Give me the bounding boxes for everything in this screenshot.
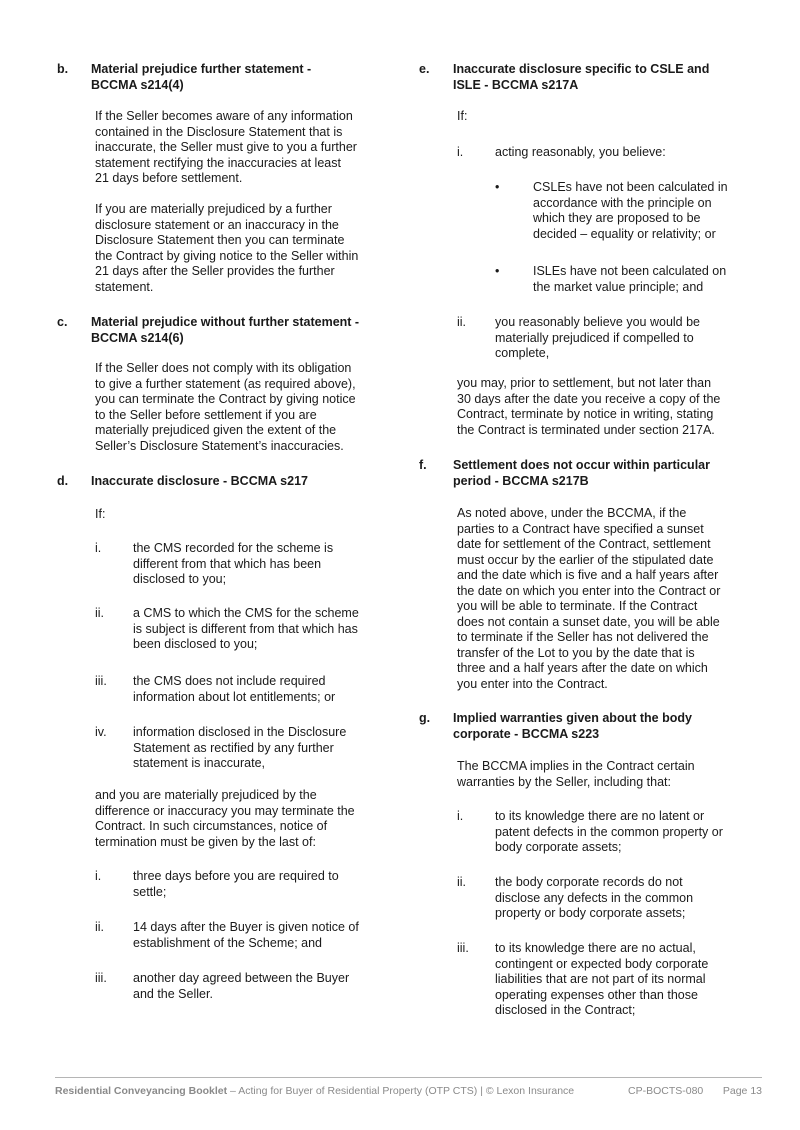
text-line: to terminate if the Seller has not delivered the	[457, 630, 709, 644]
text-line: materially prejudiced given the extent of the	[95, 423, 337, 437]
text-line: statement rectifying the inaccuracies at least	[95, 155, 341, 170]
text-line: If the Seller becomes aware of any information	[95, 109, 353, 123]
text-line: you can terminate the Contract by giving notice	[95, 392, 356, 406]
list-item	[457, 941, 747, 1019]
text-line: As noted above, under the BCCMA, if the	[457, 506, 687, 520]
list-number: ii.	[457, 875, 467, 889]
bullet-icon: •	[495, 264, 500, 278]
section-g-heading	[419, 711, 747, 742]
text-line: must occur by the earlier of the stipulated date	[457, 552, 714, 567]
footer-title-bold: Residential Conveyancing Booklet	[55, 1085, 228, 1097]
text-line: operating expenses other than those	[495, 987, 698, 1002]
text-line: information disclosed in the Disclosure	[133, 725, 347, 739]
text-line: to the Seller before settlement if you are	[95, 407, 317, 422]
list-number: ii.	[95, 606, 105, 620]
section-b-letter: b.	[57, 62, 69, 76]
bullet-icon: •	[495, 180, 500, 194]
text-line: property or body corporate assets;	[495, 906, 686, 920]
section-c-letter: c.	[57, 315, 68, 329]
list-item	[95, 920, 385, 951]
section-b-title-line1: Material prejudice further statement -	[91, 62, 312, 76]
text-line: statement.	[95, 279, 154, 294]
text-line: disclosed in the Contract;	[495, 1003, 636, 1017]
text-line: materially prejudiced if compelled to	[495, 330, 694, 345]
section-d-heading	[57, 474, 385, 490]
list-number: ii.	[457, 315, 467, 329]
section-b-para-2	[95, 202, 385, 295]
section-c-title-line1: Material prejudice without further statement -	[91, 315, 360, 329]
section-g-title-line1: Implied warranties given about the body	[453, 711, 692, 725]
list-number: iii.	[95, 674, 107, 688]
section-b-heading	[57, 62, 385, 93]
section-d-if: If:	[95, 507, 106, 521]
section-g-para-1	[457, 759, 747, 790]
section-f-para-1	[457, 506, 747, 692]
text-line: inaccurate, the Seller must give to you a further	[95, 140, 357, 154]
text-line: decided – equality or relativity; or	[533, 226, 716, 241]
section-e-if: If:	[457, 109, 468, 123]
text-line: the CMS does not include required	[133, 674, 326, 688]
text-line: 21 days before settlement.	[95, 171, 243, 185]
text-line: which they are proposed to be	[533, 211, 701, 225]
text-line: warranties by the Seller, including that:	[457, 774, 672, 789]
text-line: termination must be given by the last of:	[95, 834, 316, 849]
list-item	[95, 541, 385, 588]
list-number: iii.	[457, 941, 469, 955]
section-c-heading	[57, 315, 385, 346]
text-line: three and a half years after the date on which	[457, 661, 708, 675]
text-line: body corporate assets;	[495, 840, 622, 854]
section-f-letter: f.	[419, 458, 427, 472]
text-line: and the Seller.	[133, 986, 213, 1001]
footer-title	[55, 1084, 574, 1100]
section-b-para-1	[95, 109, 385, 187]
text-line: three days before you are required to	[133, 869, 339, 883]
list-number: ii.	[95, 920, 105, 934]
list-item	[457, 145, 747, 161]
text-line: to its knowledge there are no latent or	[495, 809, 705, 823]
bullet-item	[495, 180, 747, 242]
text-line: the Contract by giving notice to the Seller within	[95, 248, 359, 263]
text-line: If the Seller does not comply with its obligation	[95, 361, 352, 375]
list-number: i.	[95, 869, 102, 883]
text-line: 14 days after the Buyer is given notice of	[133, 920, 359, 934]
text-line: parties to a Contract have specified a sunset	[457, 521, 704, 536]
text-line: Contract, terminate by notice in writing, stating	[457, 407, 714, 421]
section-e-letter: e.	[419, 62, 430, 76]
section-f-title-line1: Settlement does not occur within particular	[453, 458, 710, 472]
section-c-title-line2: BCCMA s214(6)	[91, 330, 184, 345]
section-d-title: Inaccurate disclosure - BCCMA s217	[91, 474, 308, 488]
text-line: a CMS to which the CMS for the scheme	[133, 606, 359, 620]
text-line: transfer of the Lot to you by the date that is	[457, 645, 695, 660]
text-line: difference or inaccuracy you may terminate the	[95, 803, 355, 818]
text-line: Contract. In such circumstances, notice of	[95, 819, 328, 833]
text-line: does not contain a sunset date, you will be able	[457, 614, 720, 629]
list-item	[457, 875, 747, 922]
text-line: Statement as rectified by any further	[133, 740, 334, 755]
section-d-para-after	[95, 788, 385, 850]
text-line: acting reasonably, you believe:	[495, 145, 666, 159]
text-line: the body corporate records do not	[495, 875, 683, 889]
bullet-item	[495, 264, 747, 295]
section-c-para-1	[95, 361, 385, 454]
list-item	[457, 315, 747, 362]
footer-title-rest: – Acting for Buyer of Residential Property (OTP CTS) | © Lexon Insurance	[227, 1085, 575, 1097]
text-line: the Contract is terminated under section 217A.	[457, 422, 715, 437]
text-line: to give a further statement (as required above),	[95, 376, 356, 391]
footer-divider	[55, 1077, 762, 1078]
list-item	[95, 869, 385, 900]
text-line: contained in the Disclosure Statement that is	[95, 124, 343, 139]
text-line: establishment of the Scheme; and	[133, 935, 323, 950]
text-line: to its knowledge there are no actual,	[495, 941, 696, 955]
list-item	[95, 971, 385, 1002]
list-item	[95, 606, 385, 653]
list-number: i.	[457, 809, 464, 823]
text-line: another day agreed between the Buyer	[133, 971, 350, 985]
text-line: and the date which is five and a half years after	[457, 568, 719, 582]
text-line: CSLEs have not been calculated in	[533, 180, 728, 194]
text-line: disclose any defects in the common	[495, 890, 694, 905]
list-number: i.	[95, 541, 102, 555]
text-line: disclosed to you;	[133, 572, 227, 586]
section-g-letter: g.	[419, 711, 431, 725]
text-line: is subject is different from that which has	[133, 621, 358, 636]
text-line: 21 days after the Seller provides the further	[95, 264, 335, 278]
section-e-heading	[419, 62, 747, 93]
section-d-letter: d.	[57, 474, 69, 488]
text-line: date for settlement of the Contract, settlement	[457, 537, 711, 551]
text-line: information about lot entitlements; or	[133, 689, 336, 704]
text-line: If you are materially prejudiced by a further	[95, 202, 332, 216]
section-b-title-line2: BCCMA s214(4)	[91, 77, 184, 92]
text-line: the market value principle; and	[533, 279, 704, 294]
text-line: disclosure statement or an inaccuracy in the	[95, 217, 339, 232]
list-number: iii.	[95, 971, 107, 985]
section-f-title-line2: period - BCCMA s217B	[453, 473, 589, 488]
section-e-title-line2: ISLE - BCCMA s217A	[453, 77, 579, 92]
text-line: 30 days after the date you receive a copy of the	[457, 391, 721, 406]
text-line: statement is inaccurate,	[133, 756, 266, 770]
list-number: i.	[457, 145, 464, 159]
text-line: you enter into the Contract.	[457, 676, 608, 691]
text-line: contingent or expected body corporate	[495, 956, 709, 971]
section-e-para-after	[457, 376, 747, 438]
list-item	[95, 674, 385, 705]
text-line: complete,	[495, 346, 550, 360]
text-line: patent defects in the common property or	[495, 824, 723, 839]
text-line: the date on which you enter into the Contract or	[457, 583, 721, 598]
list-item	[457, 809, 747, 856]
text-line: ISLEs have not been calculated on	[533, 264, 727, 278]
section-e-title-line1: Inaccurate disclosure specific to CSLE and	[453, 62, 710, 76]
footer-page-number: Page 13	[722, 1085, 762, 1097]
text-line: you may, prior to settlement, but not later than	[457, 376, 712, 390]
list-item	[95, 725, 385, 772]
text-line: Disclosure Statement then you can terminate	[95, 233, 345, 247]
text-line: different from that which has been	[133, 556, 322, 571]
text-line: been disclosed to you;	[133, 637, 258, 651]
section-g-title-line2: corporate - BCCMA s223	[453, 726, 600, 741]
text-line: you will be able to terminate. If the Contract	[457, 599, 698, 613]
text-line: you reasonably believe you would be	[495, 315, 700, 329]
text-line: the CMS recorded for the scheme is	[133, 541, 334, 555]
list-number: iv.	[95, 725, 107, 739]
text-line: accordance with the principle on	[533, 195, 712, 210]
text-line: liabilities that are not part of its normal	[495, 972, 706, 986]
page-footer	[55, 1084, 762, 1098]
footer-doc-code: CP-BOCTS-080	[628, 1085, 704, 1097]
text-line: The BCCMA implies in the Contract certain	[457, 759, 695, 773]
text-line: settle;	[133, 884, 167, 899]
text-line: Seller’s Disclosure Statement’s inaccuracies.	[95, 438, 344, 453]
text-line: and you are materially prejudiced by the	[95, 788, 317, 802]
section-f-heading	[419, 458, 747, 489]
